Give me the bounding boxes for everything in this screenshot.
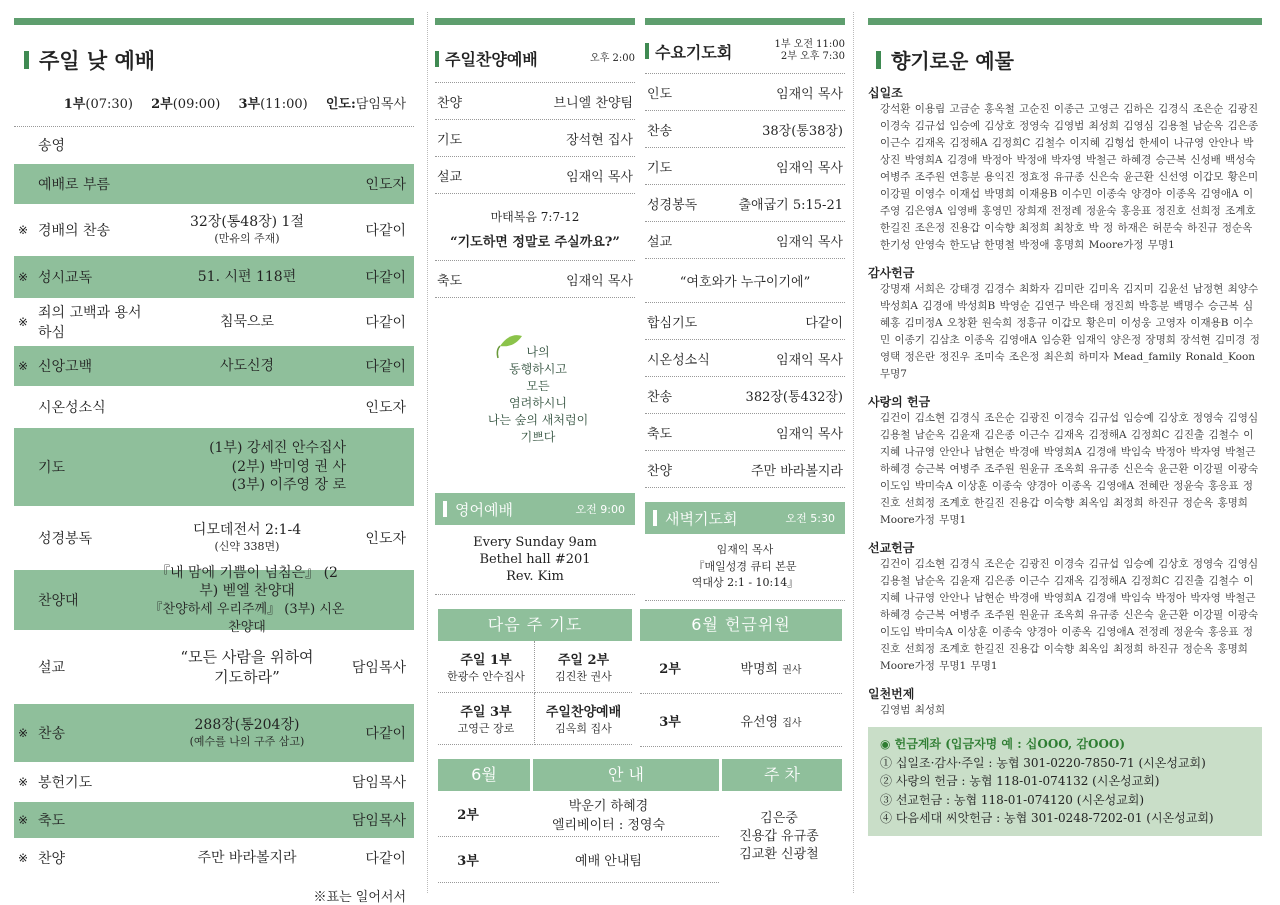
offering-group-names: 김건이 김소현 김경식 조은순 김광진 이경숙 김규섭 임승예 김상호 정영숙 김영심 김용철 남순옥 김윤재 김은종 이근수 김재옥 김정해A 김정희C 김진출 김철수 이지혜 나규영 안안나 남현순 박경애 박영희A 김경애 박임숙 박정아 박자영 박철근 하혜경 승근복 여병주 조주원 원윤규 조옥희 유규종 신은숙 윤근환 이강필 이광숙 이도임 박미숙A 이상훈 이종숙 양경아 이종옥 김영애A 전정례 정윤숙 홍응표 정진호 선희정 조계호 한길진 진용갑 이숙향 최옥임 최정희 하진규 정순옥 홍명희 Moore가정 무명1 무명1 [880,558,1259,672]
row-label: 성경봉독 [38,531,93,547]
row-leader: 다같이 [365,851,406,867]
prayer-cell [438,641,535,693]
detail-line-1: 32장(통48장) 1절 [189,214,304,231]
calligraphy-image [435,298,635,493]
row-value: 38장(통38장) [762,123,843,139]
guide-line-1: 박운기 하혜경 [568,798,649,814]
row-leader: 인도자 [365,531,406,547]
stand-mark: ※ [18,270,29,284]
row-value: 382장(통432장) [745,389,843,405]
row-leader: 담임목사 [351,813,406,829]
title-marker [653,510,657,526]
row-detail [148,849,346,868]
offering-person [700,658,842,677]
detail-line-2: (예수를 나의 구주 삼고) [189,735,305,749]
wednesday-order-2 [645,303,845,488]
detail-line-1: “모든 사람을 위하여 [180,647,314,666]
service-time: 오전 9:00 [575,503,625,516]
row-label: 성시교독 [38,270,93,286]
section-title [876,45,1262,74]
leaf-calligraphy-icon [460,326,610,466]
wednesday-row [645,377,845,414]
dawn-info-line: 『매일성경 큐티 본문 [693,559,797,573]
row-label: 기도 [38,460,66,476]
standing-note: ※표는 일어서서 [313,890,406,905]
english-worship-info [435,525,635,595]
praise-row [435,120,635,157]
section-top-bar [868,18,1262,25]
wednesday-row [645,74,845,111]
prayer-person: 김진찬 권사 [555,670,612,683]
guide-header: 안 내 [533,759,719,791]
order-of-worship [14,126,414,878]
row-label: 신앙고백 [38,359,93,375]
title-marker [24,51,29,69]
wednesday-row [645,414,845,451]
time-2: 2부 오후 7:30 [780,51,845,62]
service-times [14,93,414,112]
row-leader: 인도자 [365,177,406,193]
sermon-title: “여호와가 누구이기에” [645,259,845,303]
detail-line-2: (만유의 주재) [214,232,280,246]
guide-line-1: 예배 안내팀 [575,854,642,869]
service-time: 오전 5:30 [785,512,835,525]
stand-mark: ※ [18,315,29,329]
prayer-service: 주일 3부 [460,705,512,720]
row-label: 합심기도 [647,315,698,331]
scripture-ref: 마태복음 7:7-12 [490,210,580,224]
bank-line: ③ 선교헌금 : 농협 118-01-074120 (시온성교회) [880,792,1145,807]
parking-header: 주 차 [722,759,842,791]
row-detail [148,564,346,637]
row-leader: 담임목사 [351,775,406,791]
prayer-person: 김옥희 집사 [555,722,612,735]
worship-row [14,164,414,206]
row-value: 임재익 목사 [776,86,843,102]
worship-row [14,300,414,346]
row-label: 찬송 [647,389,673,405]
detail-line-1: 사도신경 [219,357,275,374]
row-value: 다같이 [805,315,843,331]
prayer-cell [438,693,535,745]
row-label: 기도 [437,132,463,148]
offering-groups [868,84,1262,719]
row-leader: 다같이 [365,359,406,375]
row-value: 임재익 목사 [566,273,633,289]
row-label: 찬송 [647,123,673,139]
offering-row [640,641,842,694]
calligraphy-line: 염려하시니 [509,395,567,410]
row-label: 찬양 [38,851,66,867]
wednesday-row [645,222,845,259]
sunday-worship-section [14,18,414,905]
english-info-line: Rev. Kim [506,568,564,584]
section-title [645,39,845,63]
offering-service: 3부 [659,714,681,730]
row-leader: 다같이 [365,270,406,286]
worship-row [14,388,414,428]
bank-accounts [868,727,1262,836]
row-label: 축도 [437,273,463,289]
detail-line-1: 주만 바라볼지라 [197,849,297,866]
title-marker [645,43,649,59]
wednesday-row [645,340,845,377]
row-value: 브니엘 찬양팀 [553,95,633,111]
dawn-prayer-header [645,502,845,534]
benediction-row [435,261,635,298]
row-label: 송영 [38,137,66,154]
prayer-service: 주일 2부 [557,653,610,668]
title-marker [435,51,439,67]
worship-row [14,346,414,388]
worship-row [14,704,414,764]
worship-row [14,206,414,256]
next-week-prayer [438,609,632,747]
worship-row [14,127,414,164]
parking-name: 진용갑 유규종 [739,828,819,844]
title-text: 영어예배 [455,500,513,519]
wednesday-row [645,303,845,340]
row-leader: 담임목사 [351,660,406,676]
offering-group-heading: 선교헌금 [868,541,915,555]
parking-list [719,791,839,883]
offering-committee [640,609,842,747]
english-info-line: Bethel hall #201 [479,551,591,567]
row-leader: 다같이 [365,223,406,239]
bank-heading: ◉ 헌금계좌 (입금자명 예 : 십OOO, 감OOO) [880,737,1126,751]
wednesday-row [645,451,845,488]
prayer-table [438,641,632,745]
guide-service: 2부 [457,808,479,823]
offering-group-heading: 일천번제 [868,687,915,701]
row-detail [148,213,346,247]
section-top-bar [435,18,635,25]
detail-line-1: 디모데전서 2:1-4 [192,522,302,539]
prayer-person: 고영근 장로 [457,722,515,735]
row-detail [148,357,346,376]
prayer-cell [535,641,632,693]
row-label: 설교 [647,234,673,250]
row-label: 성경봉독 [647,197,698,213]
row-value: 임재익 목사 [566,169,633,185]
row-label: 죄의 고백과 용서하심 [38,305,142,341]
section-top-bar [14,18,414,25]
offering-group-heading: 십일조 [868,86,903,100]
stand-mark: ※ [18,359,29,373]
dawn-info-line: 역대상 2:1 - 10:14』 [691,576,799,589]
row-detail [148,313,346,332]
row-label: 찬송 [38,726,66,742]
row-label: 찬양대 [38,593,79,609]
row-label: 축도 [38,813,66,829]
row-label: 예배로 부름 [38,177,111,193]
row-label: 시온성소식 [38,400,106,416]
service-3-time: (11:00) [260,97,308,112]
row-label: 찬양 [647,463,673,479]
row-value: 임재익 목사 [776,352,843,368]
table-header: 6월 헌금위원 [640,609,842,641]
english-worship-header [435,493,635,525]
row-label: 경배의 찬송 [38,223,111,239]
time-1: 1부 오전 11:00 [774,39,845,50]
guide-people [498,850,719,869]
row-detail [148,439,346,496]
wednesday-row [645,111,845,148]
guide-service: 3부 [457,854,479,869]
row-label: 축도 [647,426,673,442]
service-1-label: 1부 [63,97,86,112]
column-divider [853,12,854,893]
dawn-prayer-info [645,534,845,601]
wednesday-prayer-section [645,18,845,601]
guide-header-row [438,759,842,791]
offering-title: 권사 [782,664,802,676]
stand-mark: ※ [18,813,29,827]
offering-name: 유선영 [740,714,783,730]
guide-people [498,795,719,833]
english-info-line: Every Sunday 9am [473,535,597,550]
prayer-line: (1부) 강세진 안수집사 [209,439,346,456]
praise-order [435,82,635,194]
calligraphy-line: 나의 [526,344,550,359]
guide-row [438,791,719,837]
column-divider [427,12,428,893]
section-title [435,47,635,70]
wednesday-row [645,185,845,222]
offering-name: 박명희 [740,661,783,677]
title-text: 새벽기도회 [665,509,738,528]
offering-group-names: 김영범 최성희 [880,704,946,716]
wednesday-row [645,148,845,185]
row-label: 시온성소식 [647,352,710,368]
wednesday-order [645,73,845,259]
guide-table [438,791,719,883]
section-title [24,45,414,75]
bank-line: ④ 다음세대 씨앗헌금 : 농협 301-0248-7202-01 (시온성교회) [880,811,1214,826]
calligraphy-line: 나는 숲의 새처럼이 [487,412,589,427]
detail-line-1: 288장(통204장) [194,717,300,734]
guide-body [438,791,842,883]
detail-line-1: 침묵으로 [219,313,275,330]
bank-lines [880,754,1250,828]
row-label: 기도 [647,160,673,176]
detail-line-2: 기도하라” [214,668,280,686]
leader-name: 담임목사 [355,97,406,112]
praise-row [435,157,635,194]
offerings-section [868,18,1262,836]
offering-group-names: 김건이 김소현 김경식 조은순 김광진 이경숙 김규섭 임승예 김상호 정영숙 김영심 김용철 남순옥 김윤재 김은종 이근수 김재옥 김정해A 김정희C 김진출 김철수 이지혜 나규영 안안나 남현순 박경애 박영희A 김경애 박임숙 박정아 박자영 박철근 하혜경 승근복 여병주 조주원 원윤규 조옥희 유규종 신은숙 윤근환 이강필 이광숙 이도임 박미숙A 이상훈 이종숙 양경아 이종옥 김영애A 전혜란 정윤숙 홍응표 정진호 선희정 조계호 한길진 진용갑 이숙향 최옥임 최정희 하진규 정순옥 홍명희 Moore가정 무명1 [880,412,1259,526]
row-leader: 다같이 [365,726,406,742]
bank-line: ① 십일조·감사·주일 : 농협 301-0220-7850-71 (시온성교회) [880,755,1206,770]
calligraphy-line: 모든 [526,378,550,393]
worship-row [14,632,414,704]
stand-mark: ※ [18,223,29,237]
worship-row [14,428,414,508]
guide-row [438,837,719,883]
offering-table [640,641,842,747]
calligraphy-line: 기쁘다 [520,429,556,444]
worship-row [14,802,414,840]
section-top-bar [645,18,845,25]
stand-mark: ※ [18,775,29,789]
title-text: 수요기도회 [655,42,733,62]
worship-row [14,508,414,570]
worship-row [14,256,414,300]
prayer-person: 한광수 안수집사 [447,670,525,683]
stand-mark: ※ [18,851,29,865]
title-text: 주일찬양예배 [445,50,538,69]
lower-tables [438,609,842,883]
detail-line-1: 『내 맘에 기쁨이 넘침은』 (2부) 벧엘 찬양대 [156,564,338,600]
row-detail [148,268,346,287]
offering-group-names: 강석환 이용림 고금순 홍옥철 고순진 이종근 고영근 김하은 김경식 조은순 김광진 이경숙 김규섭 임승예 김상호 정영숙 김영범 최성희 김영심 김용철 남순옥 김은종 이근수 김재옥 김정해A 김정희C 김철수 이지혜 김형섭 한세이 나규영 안안나 박상진 박영희A 김경애 박정아 박정애 박자영 박철근 하혜경 승근복 신성배 백성숙 여병주 조주원 연흥분 용익진 정효정 유규종 신은숙 윤근환 신선영 이갑모 황은미 이강필 이영수 이재섭 박명희 이재용B 이수민 이종숙 양경아 이종옥 김영애A 이주영 김은영A 임영배 홍영민 장희재 전정례 정윤숙 홍응표 정진호 선희정 조계호 한길진 조은정 진용갑 이숙향 최정희 최창호 박 정 하재은 허문숙 하진규 정순옥 한기성 안영숙 한도남 한명철 박정애 홍명희 Moore가정 무명1 [880,103,1259,251]
detail-line-2: (신약 338면) [214,540,280,554]
service-3-label: 3부 [238,97,261,112]
worship-row [14,840,414,878]
row-label: 찬양 [437,95,463,111]
prayer-service: 주일찬양예배 [545,705,622,720]
bank-line: ② 사랑의 헌금 : 농협 118-01-074132 (시온성교회) [880,774,1160,789]
prayer-line: (2부) 박미영 권 사 [231,458,346,475]
praise-row [435,83,635,120]
service-2-time: (09:00) [172,97,221,112]
row-label: 인도 [647,86,673,102]
service-2-label: 2부 [151,97,173,112]
row-label: 설교 [437,169,463,185]
offering-group-names: 강명재 서희은 강태경 김경수 최화자 김미란 김미옥 김지미 김윤선 남정현 최양수 박성희A 김경애 박성희B 박영순 김연구 박은태 정진희 박흥분 백명수 승근복 심혜홍 김미정A 오창환 원숙희 정흥규 이갑모 황은미 이성웅 고영자 이재용B 이수민 이종기 김삼초 이종옥 김영애A 임승환 임재익 양은정 장명희 장석현 김미경 정영택 정은란 정진우 조미숙 조은정 최은희 하미자 Mead_family Ronald_Koon 무명7 [880,283,1260,380]
row-label: 봉헌기도 [38,775,93,791]
row-value: 임재익 목사 [776,426,843,442]
offering-service: 2부 [659,661,681,677]
offering-group-heading: 사랑의 헌금 [868,395,931,409]
service-time: 오후 2:00 [590,52,635,64]
guide-line-2: 엘리베이터 : 정영숙 [551,817,666,833]
detail-line-2: 『찬양하세 우리주께』 (3부) 시온 찬양대 [149,602,345,635]
title-text: 향기로운 예물 [891,49,1014,73]
svg-text:나의동행하시고모든염려하시니나는 숲의 새처럼이기쁘다 [488,344,588,444]
detail-line-1: 51. 시편 118편 [197,268,297,285]
offering-title: 집사 [782,717,802,729]
parking-name: 김교환 신광철 [739,847,819,863]
row-value: 임재익 목사 [776,160,843,176]
row-value: 출애굽기 5:15-21 [738,197,843,213]
parking-name: 김은중 [760,810,798,826]
service-1-time: (07:30) [85,97,133,112]
dawn-info-line: 임재익 목사 [716,543,774,556]
title-marker [876,51,881,69]
row-detail [148,716,346,750]
leader-label: 인도: [325,97,356,112]
title-marker [443,501,447,517]
row-detail [148,521,346,555]
row-leader: 다같이 [365,315,406,331]
stand-mark: ※ [18,726,29,740]
sunday-praise-section [435,18,635,595]
row-detail [148,647,346,688]
prayer-line: (3부) 이주영 장 로 [231,477,346,494]
offering-group-heading: 감사헌금 [868,266,915,280]
row-label: 설교 [38,660,66,676]
calligraphy-line: 동행하시고 [509,361,567,376]
title-text: 주일 낮 예배 [39,49,156,73]
month-header: 6월 [438,759,530,791]
table-header: 다음 주 기도 [438,609,632,641]
worship-row [14,564,414,635]
offering-row [640,694,842,747]
row-value: 임재익 목사 [776,234,843,250]
service-times [774,39,845,63]
row-value: 주만 바라볼지라 [750,463,843,479]
worship-row [14,764,414,802]
prayer-service: 주일 1부 [460,653,512,668]
row-value: 장석현 집사 [566,132,633,148]
offering-person [700,711,842,730]
row-leader: 인도자 [365,400,406,416]
prayer-cell [535,693,632,745]
sermon-title: “기도하면 정말로 주실까요?” [435,225,635,261]
